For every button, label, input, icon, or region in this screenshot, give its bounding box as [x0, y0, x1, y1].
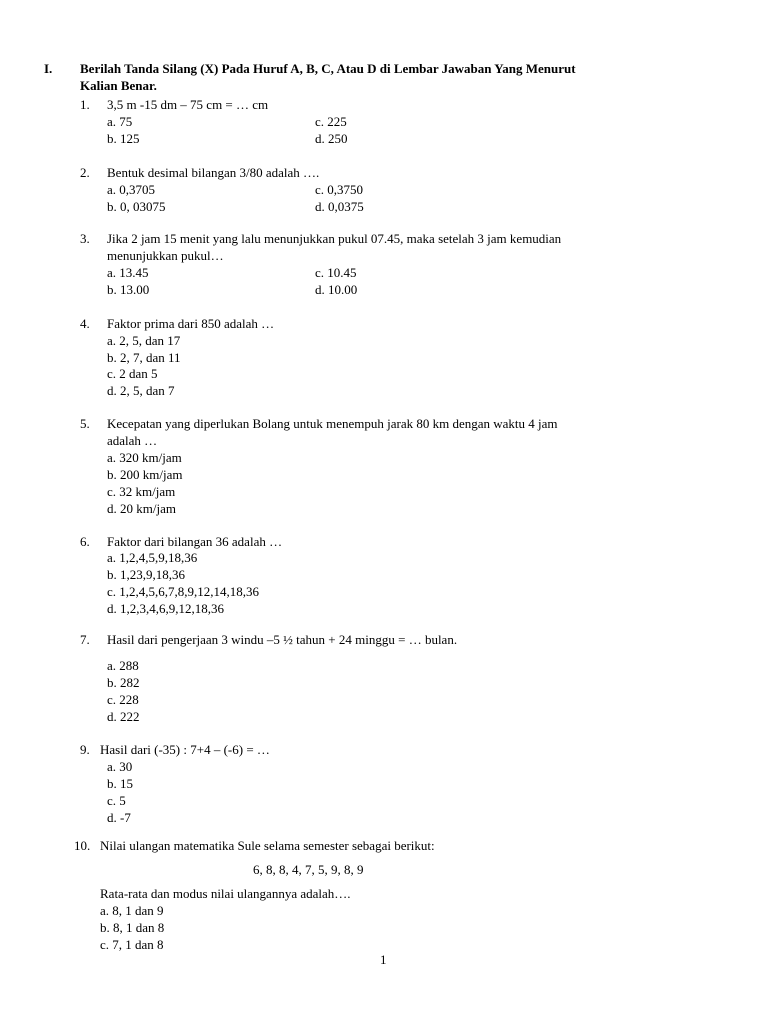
- question-7-option-a: a. 288: [107, 658, 139, 673]
- question-4-option-d: d. 2, 5, dan 7: [107, 383, 175, 398]
- question-2-option-d: d. 0,0375: [315, 199, 364, 214]
- instruction-line-1: Berilah Tanda Silang (X) Pada Huruf A, B, C, Atau D di Lembar Jawaban Yang Menurut: [80, 61, 576, 76]
- question-1-number: 1.: [80, 97, 90, 112]
- question-7-option-b: b. 282: [107, 675, 140, 690]
- question-7-option-c: c. 228: [107, 692, 139, 707]
- question-7-text: Hasil dari pengerjaan 3 windu –5 ½ tahun + 24 minggu = … bulan.: [107, 632, 458, 647]
- question-10-option-c: c. 7, 1 dan 8: [100, 937, 164, 952]
- question-2-option-c: c. 0,3750: [315, 182, 364, 197]
- question-1-option-b: b. 125: [107, 131, 140, 146]
- question-7-number: 7.: [80, 632, 90, 647]
- question-9-option-d: d. -7: [107, 810, 131, 825]
- question-3-text-line-2: menunjukkan pukul…: [107, 248, 224, 263]
- question-3-text-line-1: Jika 2 jam 15 menit yang lalu menunjukkan pukul 07.45, maka setelah 3 jam kemudian: [107, 231, 562, 246]
- question-1-option-a: a. 75: [107, 114, 133, 129]
- question-5-text-line-2: adalah …: [107, 433, 158, 448]
- question-6-text: Faktor dari bilangan 36 adalah …: [107, 534, 283, 549]
- question-6-option-d: d. 1,2,3,4,6,9,12,18,36: [107, 601, 224, 616]
- question-6-option-c: c. 1,2,4,5,6,7,8,9,12,14,18,36: [107, 584, 260, 599]
- question-6-option-a: a. 1,2,4,5,9,18,36: [107, 550, 198, 565]
- question-10-option-a: a. 8, 1 dan 9: [100, 903, 164, 918]
- question-3-option-d: d. 10.00: [315, 282, 358, 297]
- question-9-option-a: a. 30: [107, 759, 133, 774]
- question-10-data-values: 6, 8, 8, 4, 7, 5, 9, 8, 9: [253, 862, 364, 877]
- page-number: 1: [380, 952, 387, 967]
- question-10-text: Nilai ulangan matematika Sule selama semester sebagai berikut:: [100, 838, 435, 853]
- question-3-option-b: b. 13.00: [107, 282, 150, 297]
- question-9-number: 9.: [80, 742, 90, 757]
- instruction-line-2: Kalian Benar.: [80, 78, 157, 93]
- question-3-number: 3.: [80, 231, 90, 246]
- question-3-option-a: a. 13.45: [107, 265, 149, 280]
- question-9-text: Hasil dari (-35) : 7+4 – (-6) = …: [100, 742, 270, 757]
- question-2-option-b: b. 0, 03075: [107, 199, 166, 214]
- question-4-option-a: a. 2, 5, dan 17: [107, 333, 181, 348]
- question-3-option-c: c. 10.45: [315, 265, 357, 280]
- question-4-option-b: b. 2, 7, dan 11: [107, 350, 181, 365]
- question-5-option-d: d. 20 km/jam: [107, 501, 176, 516]
- question-5-text-line-1: Kecepatan yang diperlukan Bolang untuk menempuh jarak 80 km dengan waktu 4 jam: [107, 416, 558, 431]
- section-number: I.: [44, 61, 53, 76]
- question-4-option-c: c. 2 dan 5: [107, 366, 158, 381]
- question-4-number: 4.: [80, 316, 90, 331]
- question-5-number: 5.: [80, 416, 90, 431]
- question-1-option-c: c. 225: [315, 114, 347, 129]
- question-4-text: Faktor prima dari 850 adalah …: [107, 316, 275, 331]
- question-5-option-b: b. 200 km/jam: [107, 467, 183, 482]
- question-6-number: 6.: [80, 534, 90, 549]
- question-5-option-c: c. 32 km/jam: [107, 484, 176, 499]
- question-10-text-2: Rata-rata dan modus nilai ulangannya adalah….: [100, 886, 351, 901]
- question-9-option-c: c. 5: [107, 793, 126, 808]
- question-10-option-b: b. 8, 1 dan 8: [100, 920, 165, 935]
- question-2-option-a: a. 0,3705: [107, 182, 156, 197]
- question-2-text: Bentuk desimal bilangan 3/80 adalah ….: [107, 165, 320, 180]
- question-6-option-b: b. 1,23,9,18,36: [107, 567, 185, 582]
- question-1-text: 3,5 m -15 dm – 75 cm = … cm: [107, 97, 269, 112]
- question-10-number: 10.: [74, 838, 91, 853]
- question-5-option-a: a. 320 km/jam: [107, 450, 182, 465]
- question-2-number: 2.: [80, 165, 90, 180]
- question-7-option-d: d. 222: [107, 709, 140, 724]
- question-1-option-d: d. 250: [315, 131, 348, 146]
- question-9-option-b: b. 15: [107, 776, 133, 791]
